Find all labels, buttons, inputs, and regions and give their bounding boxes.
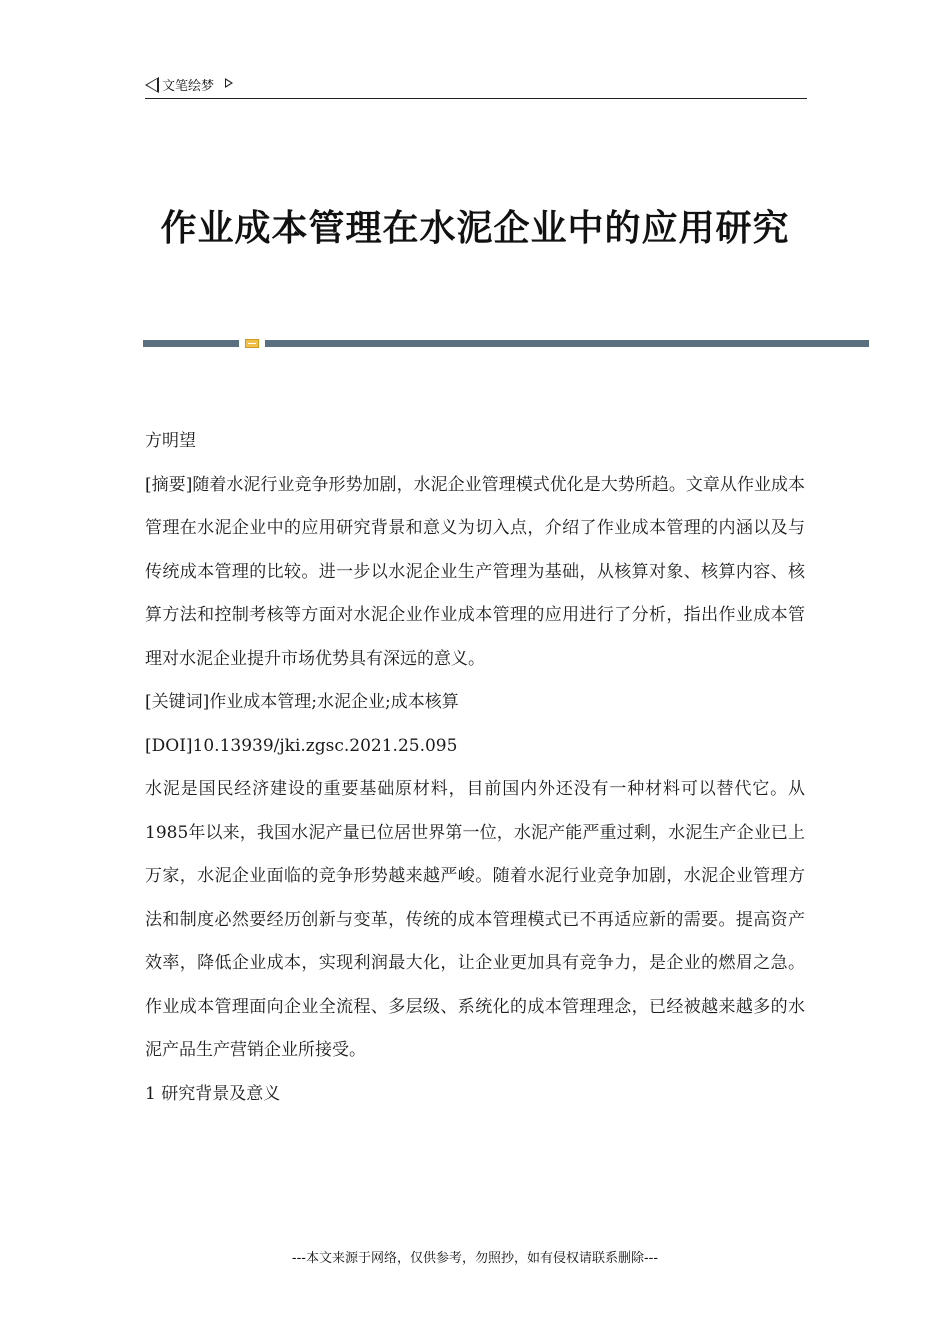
triangle-right-icon: [225, 78, 233, 88]
brand-name: 文笔绘梦: [162, 79, 215, 94]
keywords: [关键词]作业成本管理;水泥企业;成本核算: [145, 692, 459, 712]
document-body: [145, 420, 805, 1116]
intro-paragraph: 水泥是国民经济建设的重要基础原材料，目前国内外还没有一种材料可以替代它。从1985年以来，我国水泥产量已位居世界第一位，水泥产能严重过剩，水泥生产企业已上万家，水泥企业面临的竞争形势越来越严峻。随着水泥行业竞争加剧，水泥企业管理方法和制度必然要经历创新与变革，传统的成本管理模式已不再适应新的需要。提高资产效率，降低企业成本，实现利润最大化，让企业更加具有竞争力，是企业的燃眉之急。作业成本管理面向企业全流程、多层级、系统化的成本管理理念，已经被越来越多的水泥产品生产营销企业所接受。: [145, 779, 805, 1060]
divider-bar-left: [143, 340, 239, 347]
title-divider: [143, 339, 869, 348]
author-name: 方明望: [145, 431, 196, 451]
document-title: 作业成本管理在水泥企业中的应用研究: [160, 208, 790, 249]
page-header: [145, 72, 807, 99]
doi: [DOI]10.13939/jki.zgsc.2021.25.095: [145, 735, 458, 756]
header-brand: [145, 75, 233, 94]
section-heading: 1 研究背景及意义: [145, 1083, 281, 1104]
abstract: [摘要]随着水泥行业竞争形势加剧，水泥企业管理模式优化是大势所趋。文章从作业成本管理在水泥企业中的应用研究背景和意义为切入点，介绍了作业成本管理的内涵以及与传统成本管理的比较。进一步以水泥企业生产管理为基础，从核算对象、核算内容、核算方法和控制考核等方面对水泥企业作业成本管理的应用进行了分析，指出作业成本管理对水泥企业提升市场优势具有深远的意义。: [145, 474, 805, 669]
divider-emblem-icon: [245, 339, 259, 348]
footer-notice: ---本文来源于网络，仅供参考，勿照抄，如有侵权请联系删除---: [291, 1251, 659, 1266]
divider-bar-right: [265, 340, 869, 347]
triangle-left-icon: [145, 77, 159, 93]
